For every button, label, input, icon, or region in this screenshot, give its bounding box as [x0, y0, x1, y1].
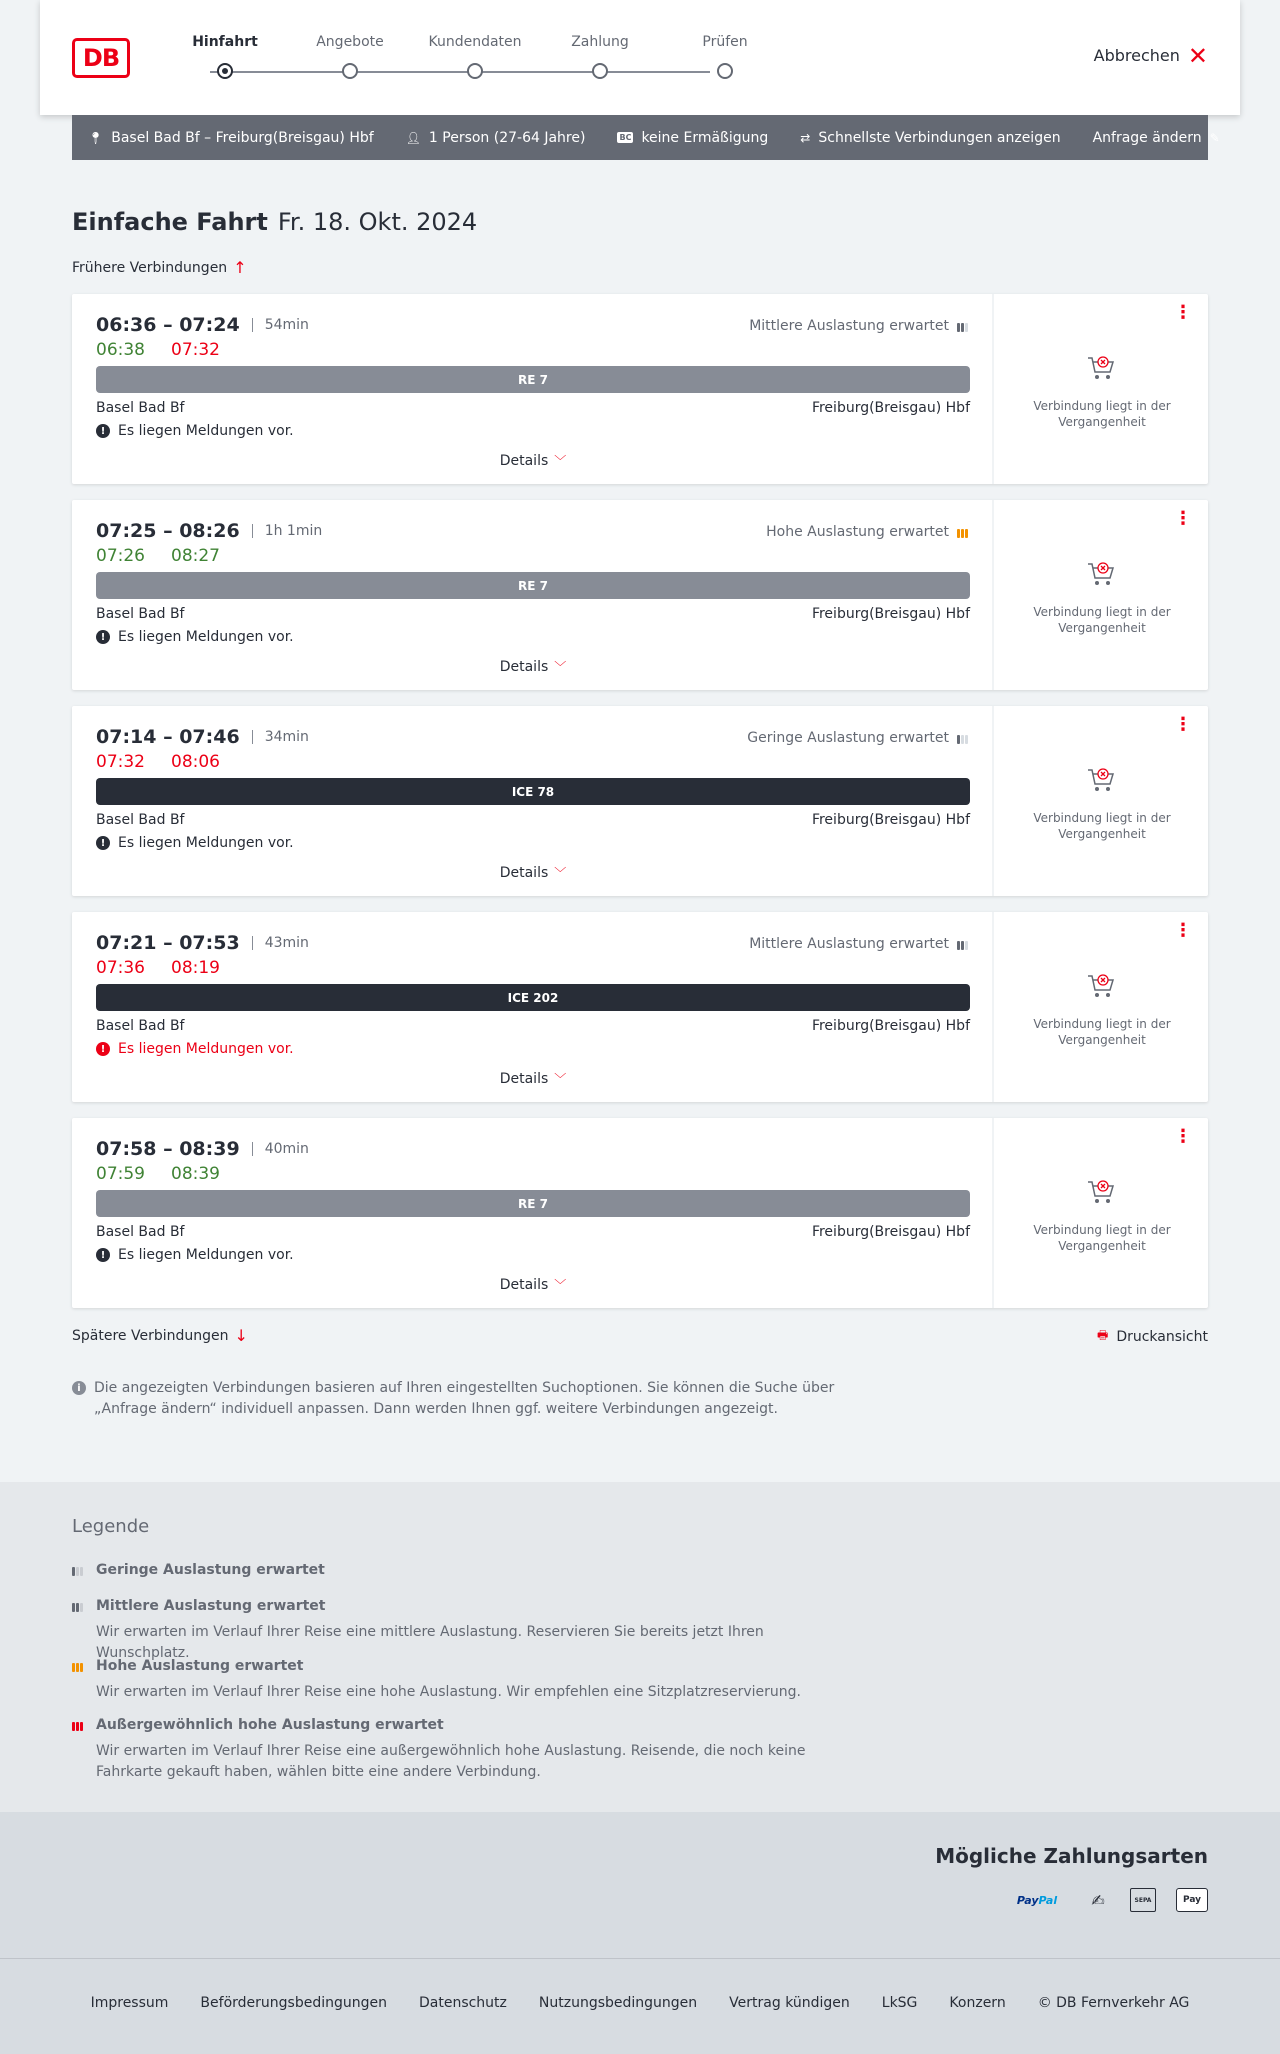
details-toggle[interactable]: [72, 658, 994, 675]
past-connection-text: Verbindung liegt in der Vergangenheit: [1033, 605, 1171, 635]
occupancy-medium-icon: [72, 1600, 86, 1612]
realtime-arrival: 08:06: [171, 752, 220, 772]
passenger-text: 1 Person (27-64 Jahre): [428, 129, 586, 146]
realtime-times: [96, 1164, 220, 1184]
realtime-departure: 07:26: [96, 546, 145, 566]
chevron-down-icon: ﹀: [554, 660, 567, 674]
step-zahlung: [545, 34, 655, 54]
departure-station: Basel Bad Bf: [96, 1224, 185, 1240]
footer: [0, 1958, 1280, 2054]
connection-main: [72, 706, 994, 896]
change-request-button[interactable]: [1093, 130, 1220, 146]
step-label: Hinfahrt: [192, 34, 258, 50]
bahncard-icon: BC: [619, 133, 632, 142]
stations: [96, 812, 970, 828]
message-text: Es liegen Meldungen vor.: [118, 1247, 294, 1263]
departure-station: Basel Bad Bf: [96, 400, 185, 416]
message-notice: [96, 629, 294, 645]
connection-times: [96, 520, 322, 542]
train-segment-bar[interactable]: RE 7: [96, 1190, 970, 1217]
warning-icon: !: [96, 1042, 110, 1056]
arrival-station: Freiburg(Breisgau) Hbf: [811, 400, 970, 416]
realtime-times: [96, 546, 220, 566]
swap-arrows-icon: ⇄: [800, 130, 811, 145]
chevron-down-icon: ﹀: [554, 1072, 567, 1086]
arrival-station: Freiburg(Breisgau) Hbf: [811, 606, 970, 622]
footer-link-befoerderungsbedingungen[interactable]: Beförderungsbedingungen: [200, 1995, 387, 2011]
route-text: Basel Bad Bf – Freiburg(Breisgau) Hbf: [111, 129, 374, 146]
occupancy-extreme-icon: [72, 1719, 86, 1731]
warning-icon: !: [96, 424, 110, 438]
details-label: Details: [499, 864, 549, 881]
cancel-label: Abbrechen: [1093, 46, 1180, 65]
departure-station: Basel Bad Bf: [96, 1018, 185, 1034]
details-toggle[interactable]: [72, 864, 994, 881]
chevron-down-icon: ﹀: [554, 866, 567, 880]
arrow-up-icon: ↑: [233, 258, 247, 277]
scheduled-times: 06:36 – 07:24: [96, 314, 240, 336]
later-connections-link[interactable]: [72, 1326, 248, 1345]
connection-side: [996, 294, 1208, 484]
stations: [96, 1018, 970, 1034]
info-icon: i: [72, 1381, 86, 1395]
connection-side: [996, 1118, 1208, 1308]
location-pin-icon: 📍︎: [88, 130, 104, 145]
person-icon: 👤︎: [405, 130, 421, 145]
footer-link-impressum[interactable]: Impressum: [90, 1995, 169, 2011]
discount-text: keine Ermäßigung: [641, 129, 769, 146]
step-label: Zahlung: [571, 34, 629, 50]
connection-side: [996, 706, 1208, 896]
fastest-text: Schnellste Verbindungen anzeigen: [818, 129, 1061, 146]
connection-times: [96, 314, 309, 336]
connection-times: [96, 932, 309, 954]
connection-side: [996, 500, 1208, 690]
realtime-departure: 07:32: [96, 752, 145, 772]
paypal-icon: [1008, 1888, 1066, 1912]
footer-link-nutzungsbedingungen[interactable]: Nutzungsbedingungen: [538, 1995, 698, 2011]
step-dot: [717, 63, 733, 79]
cart-unavailable-icon: [1086, 354, 1116, 382]
apple-pay-icon: [1176, 1888, 1208, 1912]
details-toggle[interactable]: [72, 1070, 994, 1087]
train-segment-bar[interactable]: RE 7: [96, 366, 970, 393]
occupancy-indicator: [747, 730, 968, 746]
scheduled-times: 07:14 – 07:46: [96, 726, 240, 748]
step-kundendaten: [420, 34, 530, 54]
connection-card: [72, 500, 1208, 690]
step-label: Kundendaten: [428, 34, 522, 50]
step-label: Angebote: [316, 34, 384, 50]
arrow-down-icon: ↓: [234, 1326, 248, 1345]
occupancy-text: Mittlere Auslastung erwartet: [749, 936, 949, 952]
connection-main: [72, 500, 994, 690]
step-label: Prüfen: [702, 34, 748, 50]
departure-station: Basel Bad Bf: [96, 606, 185, 622]
print-view-link[interactable]: [1097, 1326, 1208, 1347]
warning-icon: !: [96, 630, 110, 644]
more-options-icon[interactable]: ⋮: [1174, 508, 1192, 529]
later-label: Spätere Verbindungen: [72, 1327, 229, 1344]
print-label: Druckansicht: [1116, 1328, 1208, 1345]
past-connection-text: Verbindung liegt in der Vergangenheit: [1033, 1223, 1171, 1253]
arrival-station: Freiburg(Breisgau) Hbf: [811, 1018, 970, 1034]
occupancy-text: Mittlere Auslastung erwartet: [749, 318, 949, 334]
cart-unavailable-icon: [1086, 766, 1116, 794]
more-options-icon[interactable]: ⋮: [1174, 920, 1192, 941]
past-connection-text: Verbindung liegt in der Vergangenheit: [1033, 399, 1171, 429]
occupancy-high-icon: [72, 1660, 86, 1672]
occupancy-medium-icon: [957, 320, 968, 332]
message-notice: [96, 1041, 294, 1057]
change-request-label: Anfrage ändern: [1092, 129, 1202, 146]
legend-item-high: [72, 1658, 852, 1703]
earlier-connections-link[interactable]: [72, 258, 247, 277]
connection-card: [72, 1118, 1208, 1308]
info-text: Die angezeigten Verbindungen basieren auf Ihren eingestellten Suchoptionen. Sie können die Suche über „Anfrage ändern“ individuell anpassen. Dann werden Ihnen ggf. weitere Verbindungen angezeigt.: [94, 1380, 835, 1417]
connection-times: [96, 726, 309, 748]
legend-label: Mittlere Auslastung erwartet: [96, 1598, 326, 1614]
legend-description: Wir erwarten im Verlauf Ihrer Reise eine außergewöhnlich hohe Auslastung. Reisende, die noch keine Fahrkarte gekauft haben, wählen bitte eine andere Verbindung.: [96, 1743, 806, 1780]
message-text: Es liegen Meldungen vor.: [118, 835, 294, 851]
step-angebote: [295, 34, 405, 54]
stepper-line: [210, 71, 710, 73]
connection-times: [96, 1138, 309, 1160]
connection-main: [72, 294, 994, 484]
legend-description: Wir erwarten im Verlauf Ihrer Reise eine mittlere Auslastung. Reservieren Sie bereits jetzt Ihren Wunschplatz.: [96, 1624, 764, 1661]
pencil-icon: ✎: [1209, 130, 1220, 145]
occupancy-low-icon: [72, 1564, 86, 1576]
footer-link-lksg[interactable]: LkSG: [881, 1995, 918, 2011]
connection-side: [996, 912, 1208, 1102]
train-segment-bar[interactable]: RE 7: [96, 572, 970, 599]
legend-section: [0, 1482, 1280, 1812]
earlier-label: Frühere Verbindungen: [72, 259, 228, 276]
realtime-arrival: 07:32: [171, 340, 220, 360]
details-toggle[interactable]: [72, 452, 994, 469]
close-icon: ✕: [1187, 41, 1208, 70]
arrival-station: Freiburg(Breisgau) Hbf: [811, 812, 970, 828]
details-label: Details: [499, 452, 549, 469]
paypal-text-b: Pal: [1038, 1893, 1058, 1907]
legend-label: Außergewöhnlich hohe Auslastung erwartet: [96, 1717, 444, 1733]
search-info-note: [72, 1378, 852, 1420]
message-text: Es liegen Meldungen vor.: [118, 423, 294, 439]
step-dot: [592, 63, 608, 79]
departure-station: Basel Bad Bf: [96, 812, 185, 828]
duration: 40min: [252, 1142, 309, 1156]
footer-link-konzern[interactable]: Konzern: [949, 1995, 1006, 2011]
route-summary: [88, 130, 374, 146]
scheduled-times: 07:21 – 07:53: [96, 932, 240, 954]
payment-title: Mögliche Zahlungsarten: [935, 1844, 1208, 1868]
realtime-times: [96, 340, 220, 360]
payment-icons: [1008, 1888, 1208, 1912]
legend-label: Hohe Auslastung erwartet: [96, 1658, 304, 1674]
passenger-summary: [406, 130, 586, 146]
message-notice: [96, 1247, 294, 1263]
realtime-departure: 06:38: [96, 340, 145, 360]
realtime-departure: 07:59: [96, 1164, 145, 1184]
train-segment-bar[interactable]: ICE 202: [96, 984, 970, 1011]
stations: [96, 606, 970, 622]
step-pruefen: [670, 34, 780, 54]
duration: 54min: [252, 318, 309, 332]
duration: 1h 1min: [252, 524, 323, 538]
step-dot: [217, 63, 233, 79]
step-dot: [467, 63, 483, 79]
connection-card: [72, 912, 1208, 1102]
footer-links: [0, 1995, 1280, 2011]
legend-item-low: [72, 1562, 852, 1578]
cart-unavailable-icon: [1086, 560, 1116, 588]
more-options-icon[interactable]: ⋮: [1174, 714, 1192, 735]
cart-unavailable-icon: [1086, 1178, 1116, 1206]
occupancy-text: Hohe Auslastung erwartet: [766, 524, 949, 540]
realtime-arrival: 08:27: [171, 546, 220, 566]
chevron-down-icon: ﹀: [554, 454, 567, 468]
message-text: Es liegen Meldungen vor.: [118, 1041, 294, 1057]
direct-debit-hand-icon: ✍: [1091, 1890, 1105, 1910]
occupancy-text: Geringe Auslastung erwartet: [747, 730, 949, 746]
paypal-text-a: Pay: [1016, 1893, 1039, 1907]
legend-item-medium: [72, 1598, 852, 1664]
printer-icon: 🖶: [1097, 1328, 1109, 1342]
footer-link-datenschutz[interactable]: Datenschutz: [418, 1995, 507, 2011]
copyright: © DB Fernverkehr AG: [1037, 1995, 1190, 2011]
cart-unavailable-icon: [1086, 972, 1116, 1000]
trip-type: Einfache Fahrt: [72, 208, 268, 236]
scheduled-times: 07:25 – 08:26: [96, 520, 240, 542]
connection-card: [72, 294, 1208, 484]
realtime-arrival: 08:19: [171, 958, 220, 978]
message-notice: [96, 423, 294, 439]
chevron-down-icon: ﹀: [554, 1278, 567, 1292]
fastest-connections-option: [800, 130, 1060, 146]
stations: [96, 400, 970, 416]
realtime-times: [96, 958, 220, 978]
arrival-station: Freiburg(Breisgau) Hbf: [811, 1224, 970, 1240]
payment-methods-section: [0, 1812, 1280, 1958]
message-text: Es liegen Meldungen vor.: [118, 629, 294, 645]
trip-date: Fr. 18. Okt. 2024: [277, 208, 478, 236]
legend-title: Legende: [72, 1516, 150, 1537]
page-title: [72, 208, 477, 236]
apple-pay-text: Pay: [1182, 1895, 1202, 1905]
warning-icon: !: [96, 1248, 110, 1262]
occupancy-indicator: [766, 524, 968, 540]
realtime-times: [96, 752, 220, 772]
db-logo[interactable]: DB: [72, 38, 130, 78]
discount-summary: [617, 130, 768, 146]
past-connection-text: Verbindung liegt in der Vergangenheit: [1033, 1017, 1171, 1047]
connection-card: [72, 706, 1208, 896]
legend-description: Wir erwarten im Verlauf Ihrer Reise eine hohe Auslastung. Wir empfehlen eine Sitzplatzreservierung.: [96, 1684, 801, 1700]
warning-icon: !: [96, 836, 110, 850]
stations: [96, 1224, 970, 1240]
legend-item-extreme: [72, 1717, 852, 1783]
occupancy-indicator: [749, 318, 968, 334]
scheduled-times: 07:58 – 08:39: [96, 1138, 240, 1160]
header: [40, 0, 1240, 115]
message-notice: [96, 835, 294, 851]
realtime-departure: 07:36: [96, 958, 145, 978]
legend-label: Geringe Auslastung erwartet: [96, 1562, 325, 1578]
details-label: Details: [499, 658, 549, 675]
step-dot: [342, 63, 358, 79]
sepa-icon: SEPA: [1130, 1888, 1156, 1912]
duration: 34min: [252, 730, 309, 744]
occupancy-high-icon: [957, 526, 968, 538]
details-label: Details: [499, 1276, 549, 1293]
connection-main: [72, 912, 994, 1102]
more-options-icon[interactable]: ⋮: [1174, 302, 1192, 323]
occupancy-low-icon: [957, 732, 968, 744]
duration: 43min: [252, 936, 309, 950]
train-segment-bar[interactable]: ICE 78: [96, 778, 970, 805]
step-hinfahrt: [170, 34, 280, 54]
past-connection-text: Verbindung liegt in der Vergangenheit: [1033, 811, 1171, 841]
realtime-arrival: 08:39: [171, 1164, 220, 1184]
details-label: Details: [499, 1070, 549, 1087]
progress-stepper: [170, 34, 770, 84]
occupancy-medium-icon: [957, 938, 968, 950]
more-options-icon[interactable]: ⋮: [1174, 1126, 1192, 1147]
cancel-button[interactable]: [1093, 41, 1208, 70]
occupancy-indicator: [749, 936, 968, 952]
details-toggle[interactable]: [72, 1276, 994, 1293]
search-summary-bar: [72, 115, 1220, 160]
connection-main: [72, 1118, 994, 1308]
footer-link-vertrag-kuendigen[interactable]: Vertrag kündigen: [729, 1995, 850, 2011]
